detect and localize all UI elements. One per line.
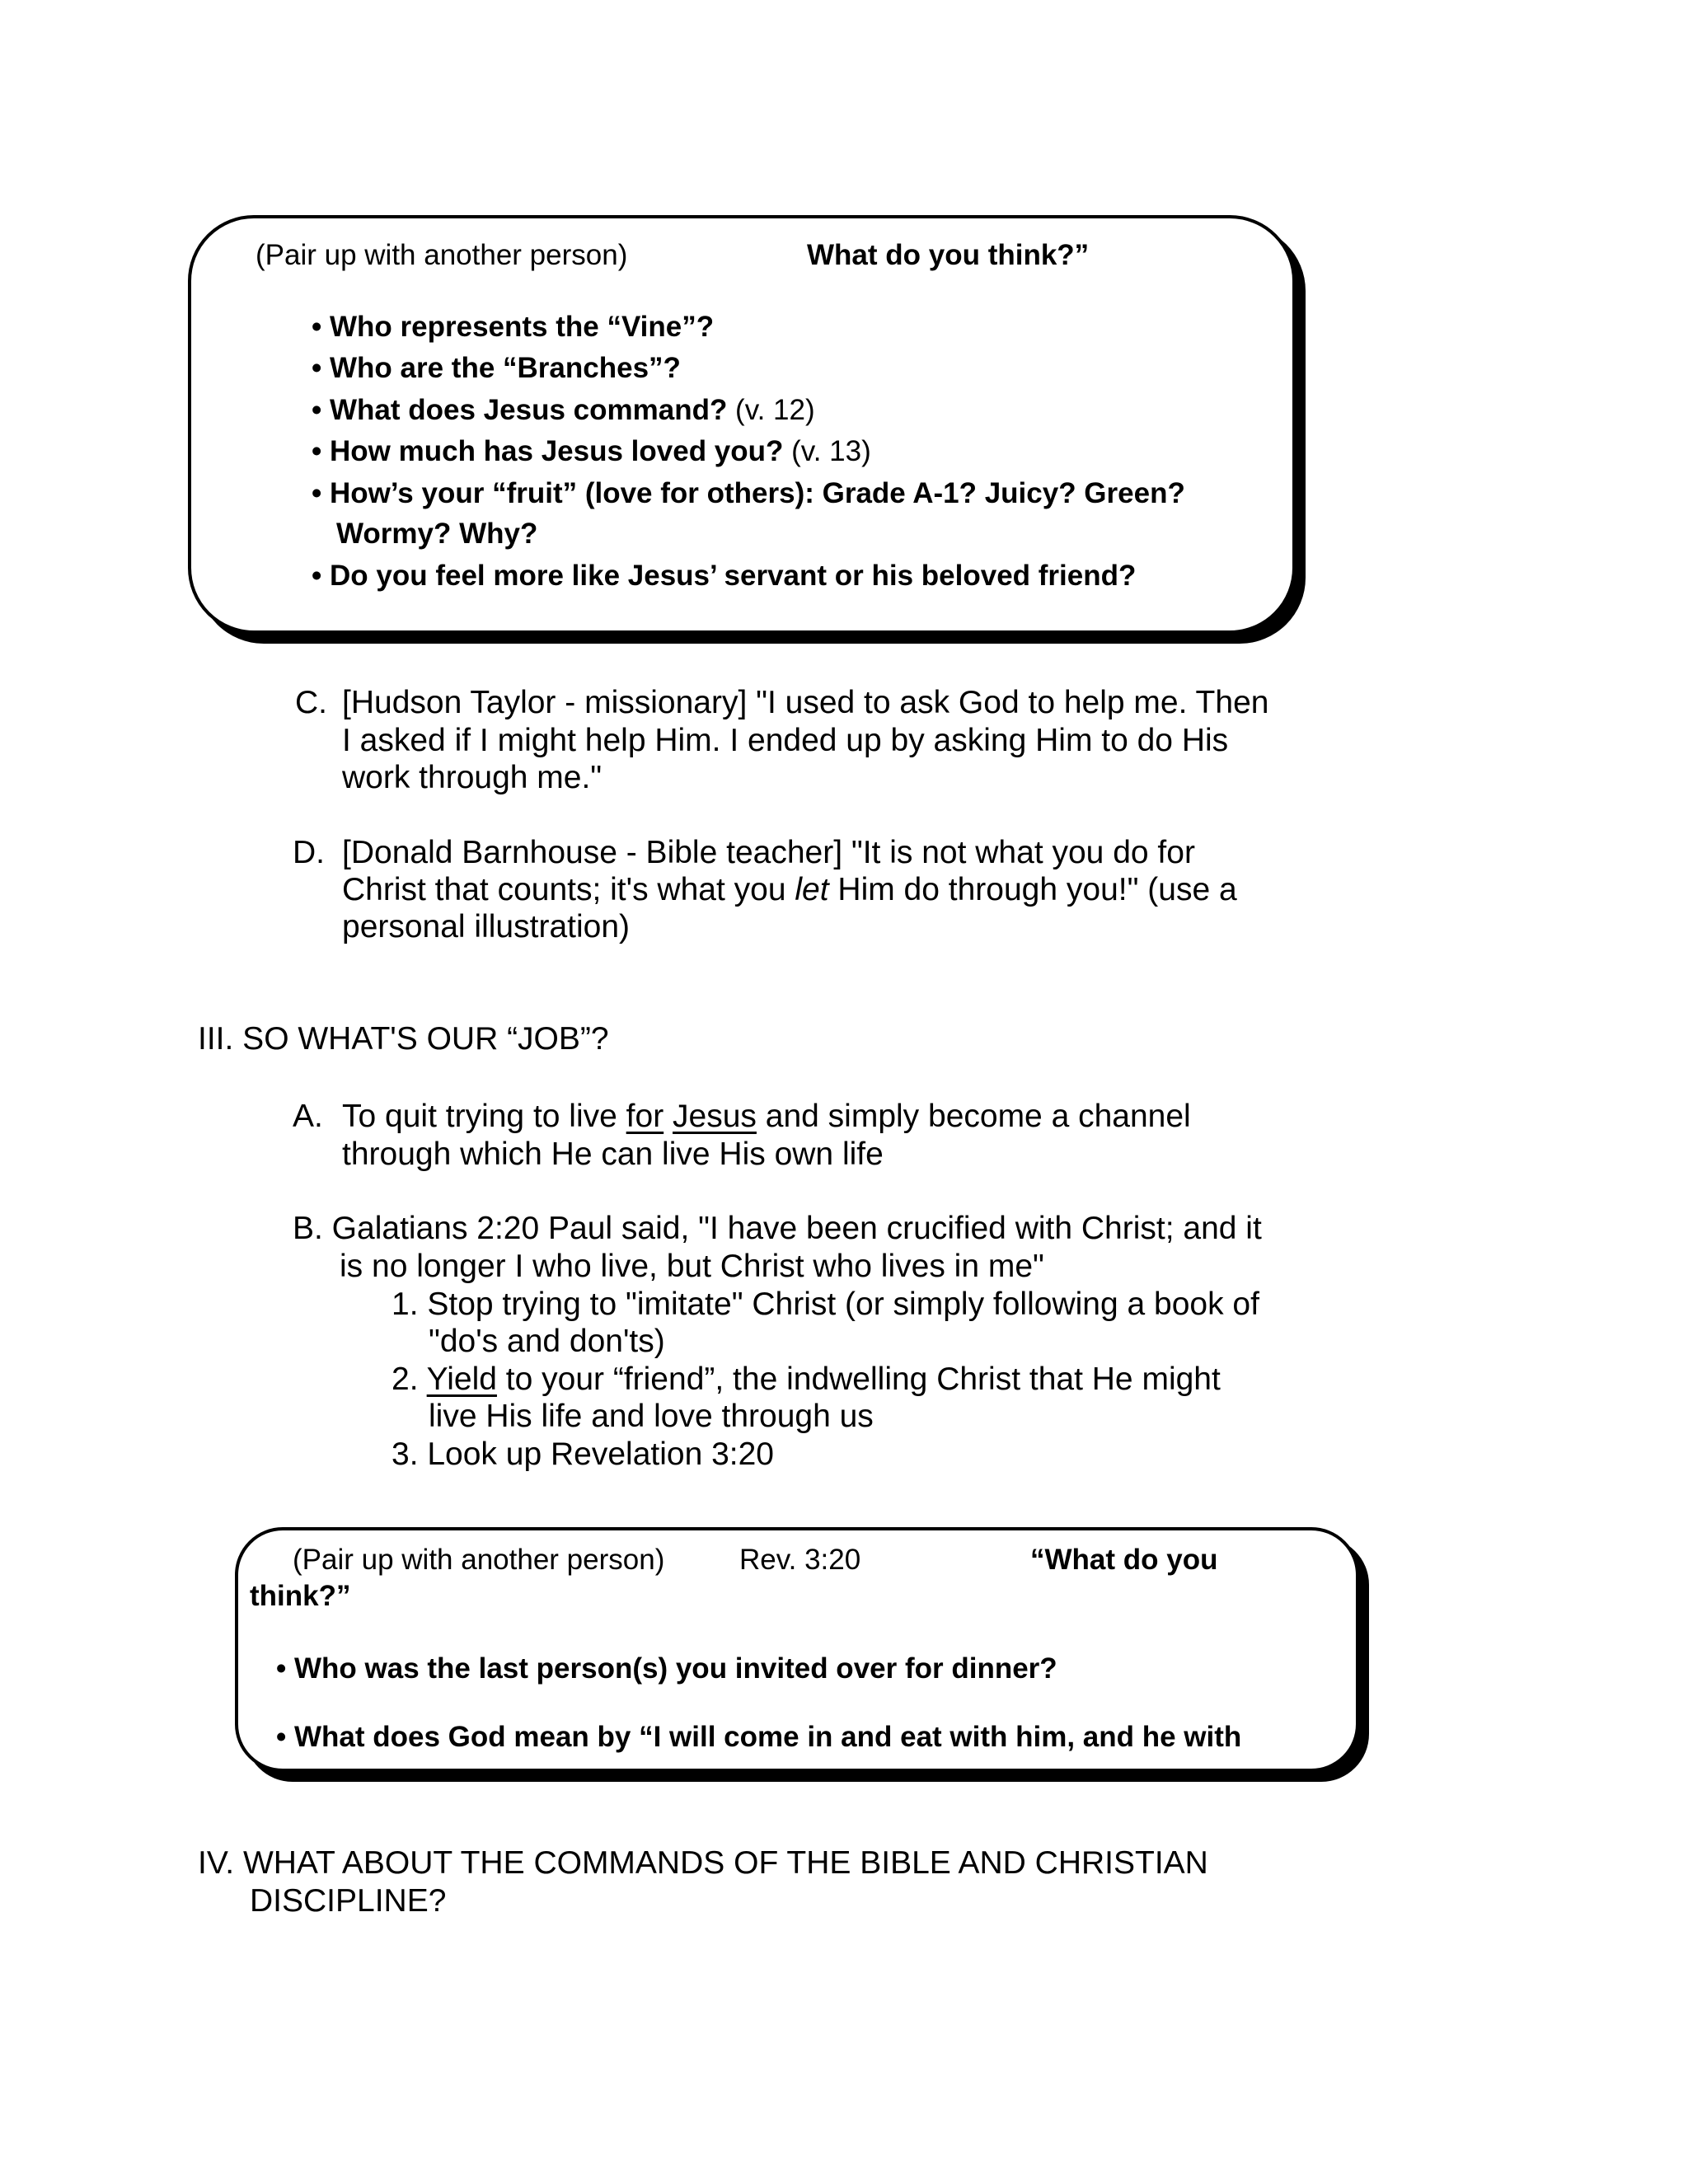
question-text: How’s your “fruit” (love for others): Grade A-1? Juicy? Green? bbox=[330, 477, 1185, 509]
text: to your “friend”, the indwelling Christ that He might bbox=[496, 1361, 1221, 1397]
box1-instruction: (Pair up with another person) bbox=[256, 239, 628, 271]
section-heading-iv: IV. WHAT ABOUT THE COMMANDS OF THE BIBLE AND CHRISTIAN bbox=[198, 1845, 1208, 1881]
box2-prompt-cont: think?” bbox=[250, 1580, 351, 1612]
section-heading-iii: III. SO WHAT'S OUR “JOB”? bbox=[198, 1021, 609, 1057]
section-heading-iv-cont: DISCIPLINE? bbox=[250, 1883, 447, 1919]
question-text: What does God mean by “I will come in and eat with him, and he with bbox=[294, 1721, 1242, 1753]
box1-question bbox=[312, 431, 871, 472]
bullet-icon: • bbox=[312, 352, 322, 384]
bullet-icon: • bbox=[312, 435, 322, 467]
verse-ref: (v. 12) bbox=[727, 394, 815, 426]
item-a-line bbox=[342, 1098, 1191, 1136]
item-marker-c: C. bbox=[295, 685, 327, 720]
quote-c-line: [Hudson Taylor - missionary] "I used to ask God to help me. Then bbox=[342, 685, 1269, 720]
quote-c-line: work through me." bbox=[342, 760, 603, 795]
box1-question bbox=[312, 348, 681, 389]
text: 2. bbox=[392, 1361, 427, 1397]
underlined-for: for bbox=[626, 1099, 664, 1134]
question-text: Who represents the “Vine”? bbox=[330, 311, 715, 343]
list-item-2 bbox=[392, 1361, 1221, 1399]
item-a-line: through which He can live His own life bbox=[342, 1137, 884, 1172]
quote-d-line: [Donald Barnhouse - Bible teacher] "It is not what you do for bbox=[342, 835, 1195, 870]
text: To quit trying to live bbox=[342, 1099, 626, 1134]
text bbox=[663, 1099, 673, 1134]
item-b-line: B. Galatians 2:20 Paul said, "I have been crucified with Christ; and it bbox=[293, 1211, 1262, 1246]
quote-d-line bbox=[342, 871, 1237, 909]
box1-question bbox=[312, 555, 1136, 597]
question-text: How much has Jesus loved you? bbox=[330, 435, 784, 467]
bullet-icon: • bbox=[276, 1721, 287, 1753]
item-marker-d: D. bbox=[293, 835, 325, 870]
quote-c-line: I asked if I might help Him. I ended up by asking Him to do His bbox=[342, 723, 1229, 758]
box1-question bbox=[312, 473, 1185, 514]
box2-verse-ref: Rev. 3:20 bbox=[739, 1544, 861, 1576]
item-marker-a: A. bbox=[293, 1099, 323, 1134]
question-text: What does Jesus command? bbox=[330, 394, 728, 426]
question-text: Do you feel more like Jesus’ servant or his beloved friend? bbox=[330, 560, 1137, 592]
box1-question bbox=[312, 390, 815, 431]
box2-prompt: “What do you bbox=[1030, 1544, 1218, 1576]
item-b-line: is no longer I who live, but Christ who lives in me" bbox=[340, 1249, 1044, 1284]
box1-prompt: What do you think?” bbox=[807, 239, 1090, 271]
bullet-icon: • bbox=[312, 394, 322, 426]
quote-d-line: personal illustration) bbox=[342, 909, 631, 944]
list-item-3: 3. Look up Revelation 3:20 bbox=[392, 1436, 775, 1472]
list-item-1-cont: "do's and don'ts) bbox=[429, 1324, 665, 1359]
underlined-yield: Yield bbox=[426, 1361, 497, 1397]
text: Him do through you!" (use a bbox=[828, 872, 1237, 907]
box1-question-continuation: Wormy? Why? bbox=[336, 518, 538, 550]
text: Christ that counts; it's what you bbox=[342, 872, 795, 907]
bullet-icon: • bbox=[312, 477, 322, 509]
bullet-icon: • bbox=[312, 560, 322, 592]
list-item-1: 1. Stop trying to "imitate" Christ (or simply following a book of bbox=[392, 1286, 1259, 1322]
box2-question bbox=[276, 1648, 1057, 1690]
bullet-icon: • bbox=[276, 1652, 287, 1685]
emphasis-let: let bbox=[795, 872, 829, 907]
list-item-2-cont: live His life and love through us bbox=[429, 1399, 874, 1434]
question-text: Who are the “Branches”? bbox=[330, 352, 681, 384]
question-text: Who was the last person(s) you invited over for dinner? bbox=[294, 1652, 1057, 1685]
box2-instruction: (Pair up with another person) bbox=[293, 1544, 665, 1576]
underlined-jesus: Jesus bbox=[673, 1099, 757, 1134]
text: and simply become a channel bbox=[756, 1099, 1191, 1134]
box1-question bbox=[312, 307, 714, 348]
verse-ref: (v. 13) bbox=[783, 435, 871, 467]
box2-question bbox=[276, 1717, 1241, 1758]
bullet-icon: • bbox=[312, 311, 322, 343]
